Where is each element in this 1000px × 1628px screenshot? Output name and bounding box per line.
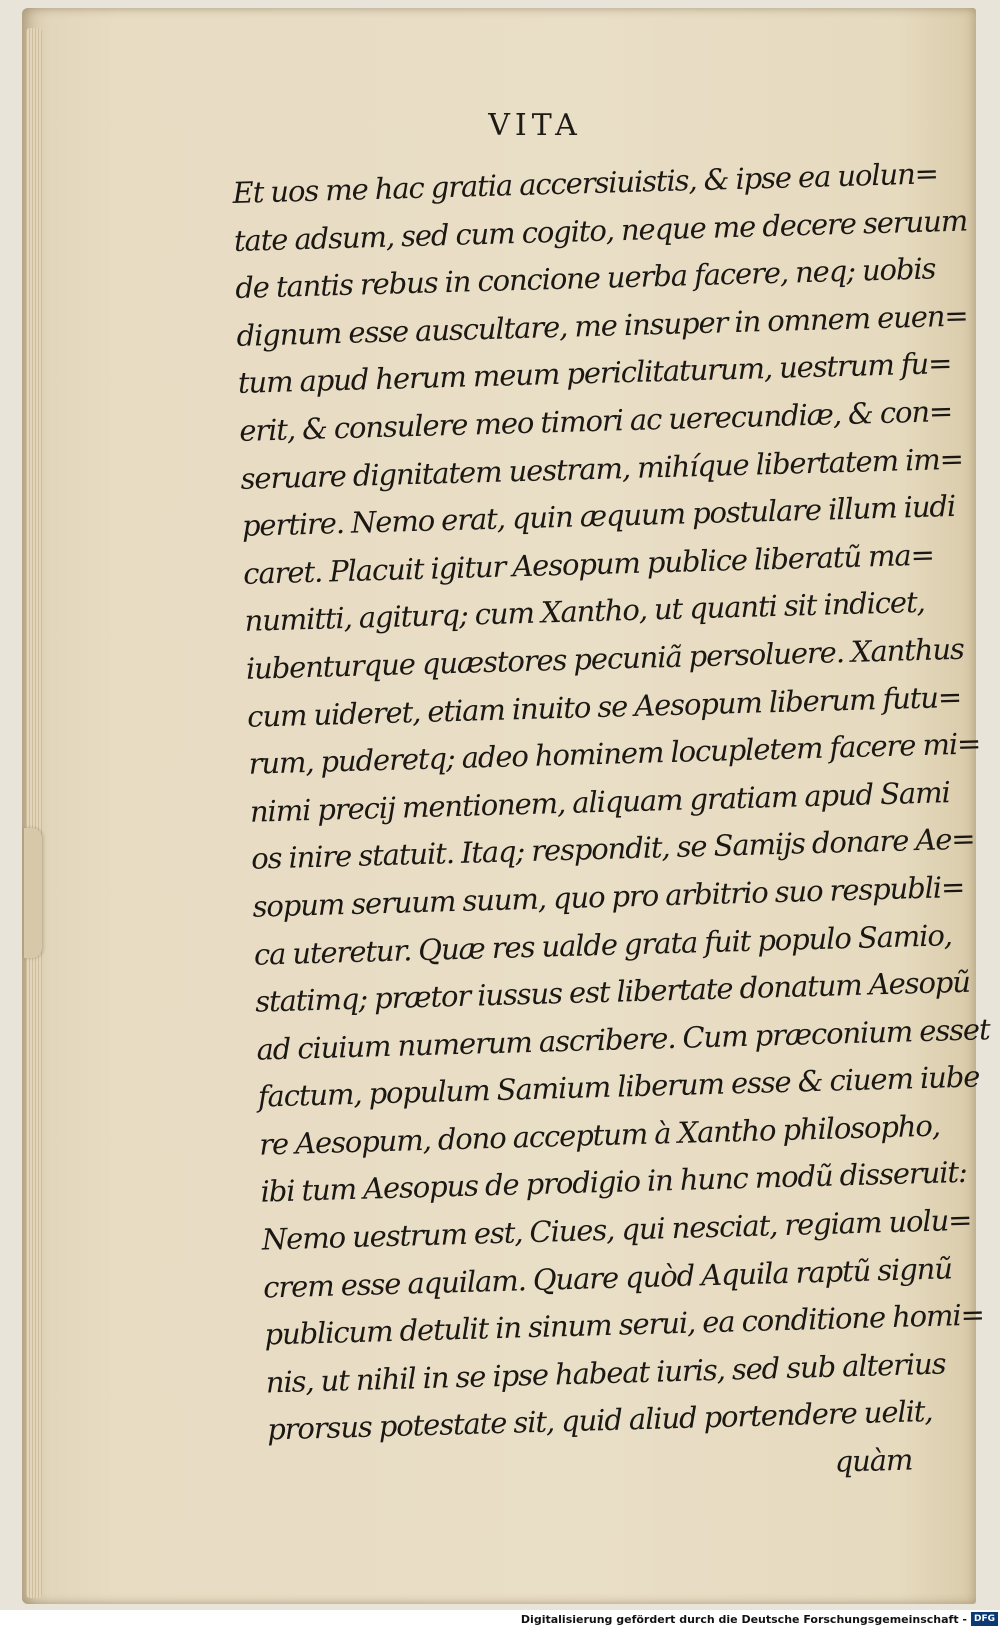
text-line: nis, ut nihil in se ipse habeat iuris, sed sub alterius (265, 1346, 946, 1400)
text-line: re Aesopum, dono acceptum à Xantho philosopho, (258, 1108, 941, 1162)
text-line: numitti, agiturq; cum Xantho, ut quanti sit indicet, (244, 585, 926, 639)
text-line: os inire statuit. Itaq; respondit, se Samijs donare Ae= (250, 821, 975, 877)
text-line: ibi tum Aesopus de prodigio in hunc modũ disseruit: (260, 1155, 968, 1210)
text-line: factum, populum Samium liberum esse & ciuem iube (257, 1059, 980, 1114)
credit-text: Digitalisierung gefördert durch die Deutsche Forschungsgemeinschaft - (520, 1612, 967, 1626)
text-line: nimi precij mentionem, aliquam gratiam apud Sami (249, 774, 951, 829)
text-line: iubenturque quæstores pecuniã persoluere. Xanthus (245, 631, 965, 686)
text-line: Et uos me hac gratia accersiuistis, & ipse ea uolun= (232, 156, 939, 210)
body-text (232, 151, 990, 1502)
text-line: ad ciuium numerum ascribere. Cum præconium esset (256, 1011, 990, 1067)
text-line: caret. Placuit igitur Aesopum publice liberatũ ma= (242, 537, 935, 591)
text-line: pertire. Nemo erat, quin æquum postulare illum iudi (241, 489, 956, 544)
text-line: prorsus potestate sit, quid aliud portendere uelit, (266, 1394, 933, 1447)
text-line: rum, puderetq; adeo hominem locupletem facere mi= (248, 726, 981, 781)
text-line: erit, & consulere meo timori ac uerecundiæ, & con= (238, 393, 953, 448)
text-line: Nemo uestrum est, Ciues, qui nesciat, regiam uolu= (261, 1202, 972, 1257)
text-line: seruare dignitatem uestram, mihíque libertatem im= (240, 441, 964, 496)
digitization-credit (0, 1610, 1000, 1627)
text-line: crem esse aquilam. Quare quòd Aquila raptũ signũ (262, 1250, 953, 1305)
text-line: cum uideret, etiam inuito se Aesopum liberum futu= (246, 679, 962, 734)
dfg-logo-icon: DFG (971, 1612, 998, 1626)
text-line: dignum esse auscultare, me insuper in omnem euen= (236, 298, 969, 353)
text-line: de tantis rebus in concione uerba facere, neq; uobis (234, 251, 936, 306)
text-line: ca uteretur. Quæ res ualde grata fuit populo Samio, (253, 917, 953, 972)
text-line: publicum detulit in sinum serui, ea conditione homi= (264, 1297, 985, 1352)
page-edges (26, 28, 42, 1598)
text-line: tate adsum, sed cum cogito, neque me decere seruum (233, 203, 968, 258)
page-tab (24, 828, 42, 958)
running-head: VITA (488, 108, 582, 143)
catchword: quàm (834, 1442, 913, 1479)
text-line: statimq; prætor iussus est libertate donatum Aesopũ (254, 964, 971, 1019)
text-line: tum apud herum meum periclitaturum, uestrum fu= (237, 346, 952, 401)
text-line: sopum seruum suum, quo pro arbitrio suo respubli= (252, 869, 965, 924)
